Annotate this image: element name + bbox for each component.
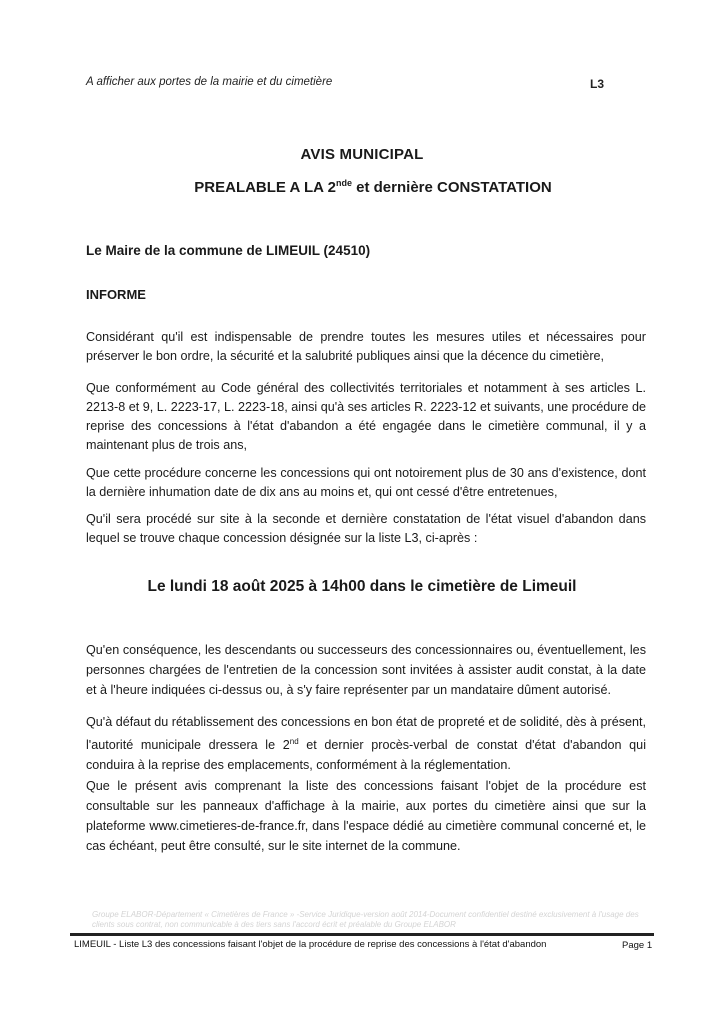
paragraph-legal-basis: Que conformément au Code général des collectivités territoriales et notamment à ses articles L. 2213-8 et 9, L. 2223-17, L. 2223-18, ainsi qu'à ses articles R. 2223-12 et suivants, une procédure de reprise des concessions à l'état d'abandon a été engagée dans le cimetière communal, il y a maintenant plus de trois ans, bbox=[86, 381, 646, 452]
notice-title: AVIS MUNICIPAL bbox=[300, 146, 424, 163]
paragraph-invitation: Qu'en conséquence, les descendants ou successeurs des concessionnaires ou, éventuellement, les personnes chargées de l'entretien de la concession sont invitées à assister audit constat, à la date et à l'heure indiquées ci-dessus ou, à s'y faire représenter par un mandataire dûment autorisé. bbox=[86, 643, 646, 697]
list-code: L3 bbox=[590, 77, 605, 91]
subtitle-text-start: PREALABLE A LA 2 bbox=[194, 179, 336, 196]
page-number: Page 1 bbox=[622, 940, 653, 951]
confidentiality-note: Groupe ELABOR-Département « Cimetières de France » -Service Juridique-version août 2014-Document confidentiel destiné exclusivement à l'usage des clients sous contrat, non communicable à des tiers sans l'accord écrit et préalable du Groupe ELABOR bbox=[92, 910, 639, 929]
subtitle-text-end: et dernière CONSTATATION bbox=[351, 179, 552, 196]
subtitle-ordinal: nde bbox=[335, 178, 352, 188]
informe-heading: INFORME bbox=[86, 287, 146, 302]
footer-caption: LIMEUIL - Liste L3 des concessions faisant l'objet de la procédure de reprise des concessions à l'état d'abandon bbox=[74, 939, 547, 950]
paragraph-inspection: Qu'il sera procédé sur site à la seconde et dernière constatation de l'état visuel d'abandon dans lequel se trouve chaque concession désignée sur la liste L3, ci-après : bbox=[86, 512, 646, 545]
inspection-date: Le lundi 18 août 2025 à 14h00 dans le cimetière de Limeuil bbox=[147, 578, 577, 595]
mayor-line: Le Maire de la commune de LIMEUIL (24510) bbox=[86, 243, 371, 258]
footer-divider bbox=[70, 933, 654, 936]
paragraph-scope: Que cette procédure concerne les concessions qui ont notoirement plus de 30 ans d'existence, dont la dernière inhumation date de dix ans au moins et, qui ont cessé d'être entretenues, bbox=[86, 466, 646, 499]
consequence-text-start: Qu'à défaut du rétablissement des concessions en bon état de propreté et de solidité, dès à présent, l'autorité municipale dressera le 2 bbox=[86, 715, 646, 753]
notice-subtitle bbox=[0, 178, 724, 196]
paragraph-consequence bbox=[86, 712, 646, 775]
consequence-text-end: et dernier procès-verbal de constat d'état d'abandon qui conduira à la reprise des emplacements, conformément à la réglementation. bbox=[86, 738, 646, 773]
paragraph-consultation: Que le présent avis comprenant la liste des concessions faisant l'objet de la procédure est consultable sur les panneaux d'affichage à la mairie, aux portes du cimetière ainsi que sur la plateforme www.cimetieres-de-france.fr, dans l'espace dédié au cimetière communal concerné et, le cas échéant, peut être consulté, sur le site internet de la commune. bbox=[86, 779, 646, 853]
paragraph-considering: Considérant qu'il est indispensable de prendre toutes les mesures utiles et nécessaires pour préserver le bon ordre, la sécurité et la salubrité publiques ainsi que la décence du cimetière, bbox=[86, 330, 646, 363]
consequence-ordinal: nd bbox=[289, 737, 299, 746]
posting-instruction: A afficher aux portes de la mairie et du cimetière bbox=[86, 76, 333, 88]
